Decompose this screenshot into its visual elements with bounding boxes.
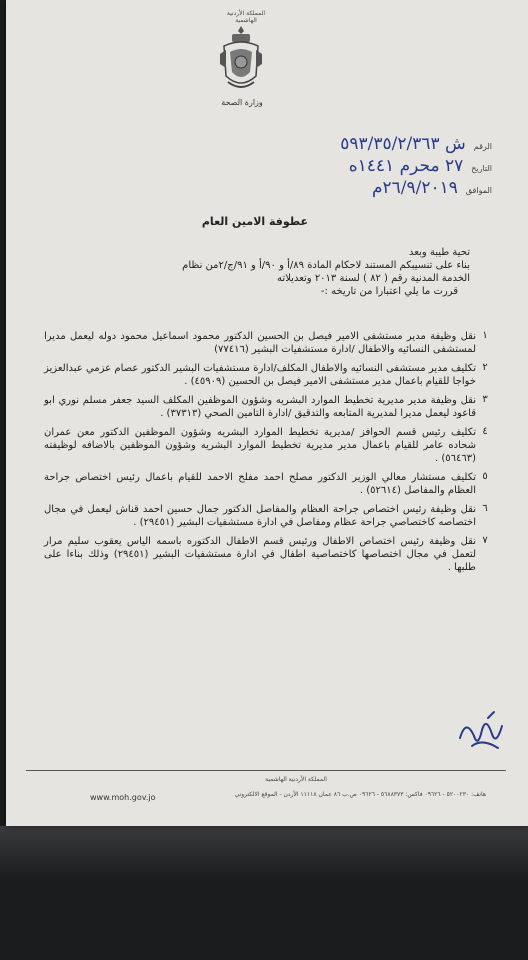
item-number: ٥ bbox=[482, 471, 488, 482]
list-item bbox=[44, 394, 494, 420]
list-item bbox=[44, 471, 494, 497]
signature-icon bbox=[452, 708, 512, 758]
hijri-date-label: التاريخ bbox=[471, 164, 492, 173]
document-page bbox=[6, 0, 528, 826]
list-item bbox=[44, 535, 494, 574]
letter-title: عطوفة الامين العام bbox=[201, 215, 308, 228]
item-number: ٦ bbox=[482, 503, 488, 514]
item-number: ٧ bbox=[482, 535, 488, 546]
hijri-date-row bbox=[349, 156, 492, 176]
footer-divider bbox=[26, 770, 506, 771]
item-text: نقل وظيفة رئيس اختصاص الاطفال ورئيس قسم الاطفال الدكتوره باسمه الياس يعقوب سليم مرار لتعمل في مجال اختصاصها كاختصاصية اطفال في ادارة مستشفيات البشير (٢٩٤٥١) وذلك بناءا على طلبها . bbox=[44, 536, 476, 573]
item-number: ٣ bbox=[482, 394, 488, 405]
item-number: ٤ bbox=[482, 426, 488, 437]
intro-greeting: تحية طيبة وبعد bbox=[408, 247, 470, 258]
intro-line-1: بناء على تنسيبكم المستند لاحكام المادة ٨٩/أ و ٩٠/أ و ٩١/ج/٢من نظام bbox=[182, 260, 470, 271]
item-text: تكليف رئيس قسم الحوافز /مديرية تخطيط الموارد البشريه وشؤون الموظفين الدكتور معن عمران شحاده عامر للقيام باعمال مدير مديرية تخطيط الموارد البشريه وشؤون الموظفين بالاضافه لوظيفته (٥٦٤٦٣) . bbox=[44, 427, 476, 464]
list-item bbox=[44, 503, 494, 529]
list-item bbox=[44, 426, 494, 465]
intro-line-3: قررت ما يلي اعتبارا من تاريخه :- bbox=[320, 286, 458, 297]
reference-number-value: ش ٥٩٣/٣٥/٢/٣٦٣ bbox=[340, 134, 466, 154]
item-number: ٢ bbox=[482, 362, 488, 373]
ministry-name: وزارة الصحة bbox=[221, 98, 263, 107]
item-text: تكليف مدير مستشفى النسائيه والاطفال المكلف/ادارة مستشفيات البشير الدكتور عصام عزمي عبدالعزيز خواجا للقيام باعمال مدير مستشفى الامير فيصل بن الحسين (٤٥٩٠٩) . bbox=[44, 363, 476, 387]
item-text: نقل وظيفة مدير مديرية تخطيط الموارد البشريه وشؤون الموظفين المكلف السيد جعفر مسلم نوري ابو قاعود ليعمل مديرا لمديرية المتابعه والتدقيق /ادارة التامين الصحي (٣٧٣١٣) . bbox=[44, 395, 476, 419]
footer-contact: هاتف: ٥٢٠٠٢٣٠ - ٠٩٦٢٦ فاكس: ٥٦٨٨٣٧٣ - ٠٩٦٢٦ ص.ب ٨٦ عمان ١١١١٨ الأردن - الموقع الالكتروني bbox=[234, 791, 486, 798]
footer-org: المملكة الأردنية الهاشمية bbox=[265, 776, 327, 783]
intro-line-2: الخدمة المدنية رقم ( ٨٢ ) لسنة ٢٠١٣ وتعديلاته bbox=[277, 273, 470, 284]
gregorian-date-value: ٢٦/٩/٢٠١٩م bbox=[371, 178, 458, 198]
coat-of-arms-icon bbox=[218, 24, 264, 96]
reference-number-label: الرقم bbox=[473, 142, 492, 151]
reference-number-row bbox=[340, 134, 492, 154]
gregorian-date-row bbox=[372, 178, 492, 198]
hijri-date-value: ٢٧ محرم ١٤٤١ه bbox=[348, 156, 464, 176]
decision-items-list bbox=[44, 330, 494, 580]
footer-website: www.moh.gov.jo bbox=[90, 793, 156, 802]
list-item bbox=[44, 362, 494, 388]
gregorian-date-label: الموافق bbox=[465, 186, 492, 195]
header-top-text: المملكة الأردنية الهاشمية bbox=[226, 10, 266, 24]
list-item bbox=[44, 330, 494, 356]
item-text: نقل وظيفة مدير مستشفى الامير فيصل بن الحسين الدكتور محمود اسماعيل محمود دوله ليعمل مديرا لمستشفى النسائيه والاطفال /ادارة مستشفيات البشير (٧٧٤١٦) bbox=[44, 331, 476, 355]
background-shadow bbox=[0, 826, 528, 960]
item-text: تكليف مستشار معالي الوزير الدكتور مصلح احمد مفلح الاحمد للقيام باعمال رئيس اختصاص جراحة العظام والمفاصل (٥٢٦١٤) . bbox=[44, 472, 476, 496]
item-number: ١ bbox=[482, 330, 488, 341]
item-text: نقل وظيفة رئيس اختصاص جراحة العظام والمفاصل الدكتور جمال حسين احمد قناش ليعمل في مجال اختصاصه كاختصاصي جراحة عظام ومفاصل في ادارة مستشفيات البشير (٢٩٤٥١) . bbox=[44, 504, 476, 528]
